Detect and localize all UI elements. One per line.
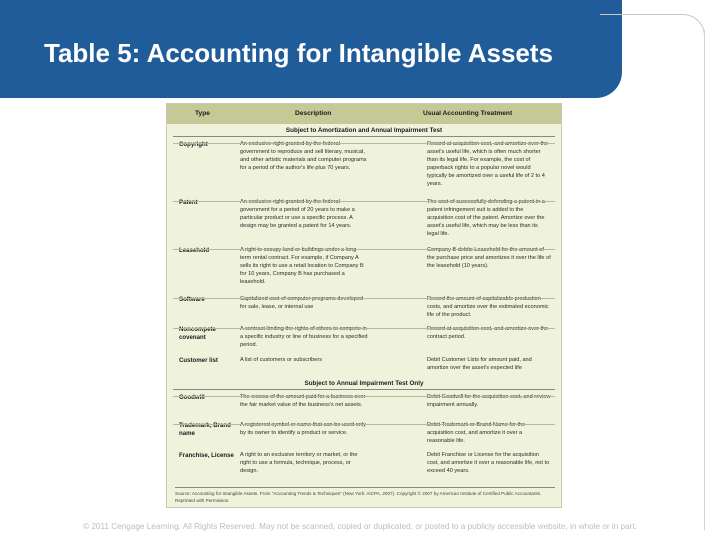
header-treatment: Usual Accounting Treatment — [423, 110, 513, 117]
copyright-notice: © 2011 Cengage Learning. All Rights Reserved. May not be scanned, copied or duplicated, or posted to a publicly accessible website, in whole or in part. — [83, 522, 637, 531]
cell-description: A list of customers or subscribers — [240, 357, 323, 363]
cell-description: A right to occupy land or buildings under a long-term rental contract. For example, if Company A sells its right to use a retail location to Company B for 10 years, Company B has purchased a leasehold. — [240, 247, 364, 285]
section-heading-amortization: Subject to Amortization and Annual Impairment Test — [167, 125, 561, 137]
cell-type: Copyright — [179, 141, 208, 148]
cell-treatment: Record at acquisition cost, and amortize over the asset's useful life, which is often much shorter than its legal life. For example, the cost of paperback rights to a popular novel would typically be amortized over a useful life of 2 to 4 years. — [427, 141, 549, 187]
cell-description: The excess of the amount paid for a business over the fair market value of the business's net assets. — [240, 394, 366, 408]
cell-type: Franchise, License — [179, 452, 234, 459]
cell-type: Software — [179, 296, 205, 303]
cell-treatment: Debit Goodwill for the acquisition cost, and review impairment annually. — [427, 394, 551, 408]
section-heading-impairment: Subject to Annual Impairment Test Only — [167, 378, 561, 390]
cell-treatment: Debit Trademark or Brand Name for the acquisition cost, and amortize it over a reasonable life. — [427, 422, 526, 444]
cell-type: Customer list — [179, 357, 218, 364]
cell-description: A right to an exclusive territory or market, or the right to use a formula, technique, process, or design. — [240, 452, 358, 474]
cell-treatment: Record at acquisition cost, and amortize over the contract period. — [427, 326, 549, 340]
cell-description: An exclusive right granted by the federal government for a period of 20 years to make a particular product or use a specific process. A design may be granted a patent for 14 years. — [240, 199, 355, 229]
decorative-corner-line — [600, 14, 705, 89]
table-source-note: Source: Accounting for Intangible Assets. From "Accounting Trends & Techniques" (New York: AICPA, 2007). Copyright © 2007 by American Institute of Certified Public Accountants. Reprinted with Permission. — [175, 487, 555, 504]
cell-treatment: The cost of successfully defending a patent in a patent infringement suit is added to the acquisition cost of the patent. Amortize over the asset's useful life, which may be less than its legal life. — [427, 199, 545, 237]
title-bar — [0, 0, 622, 98]
header-description: Description — [295, 110, 332, 117]
cell-type: Noncompete covenant — [179, 326, 216, 341]
cell-type: Leasehold — [179, 247, 210, 254]
cell-description: Capitalized cost of computer programs developed for sale, lease, or internal use — [240, 296, 364, 310]
decorative-right-line — [704, 30, 705, 530]
cell-treatment: Record the amount of capitalizable production costs, and amortize over the estimated economic life of the product. — [427, 296, 549, 318]
cell-type: Trademark, Brand name — [179, 422, 231, 437]
header-type: Type — [195, 110, 210, 117]
cell-treatment: Debit Franchise or License for the acquisition cost, and amortize it over a reasonable life, not to exceed 40 years. — [427, 452, 550, 474]
table-header-row — [167, 104, 561, 124]
cell-description: A contract limiting the rights of others to compete in a specific industry or line of business for a specified period. — [240, 326, 368, 348]
cell-treatment: Company B debits Leasehold for the amount of the purchase price and amortizes it over the life of the leasehold (10 years). — [427, 247, 551, 269]
slide-title: Table 5: Accounting for Intangible Assets — [44, 38, 553, 68]
intangible-assets-table — [166, 103, 562, 508]
cell-type: Goodwill — [179, 394, 205, 401]
cell-treatment: Debit Customer Lists for amount paid, and amortize over the asset's expected life — [427, 357, 532, 371]
cell-description: An exclusive right granted by the federal government to reproduce and sell literary, musical, and other artistic materials and computer programs for a period of the author's life plus 70 years. — [240, 141, 367, 171]
cell-type: Patent — [179, 199, 198, 206]
cell-description: A registered symbol or name that can be used only by its owner to identify a product or service. — [240, 422, 366, 436]
